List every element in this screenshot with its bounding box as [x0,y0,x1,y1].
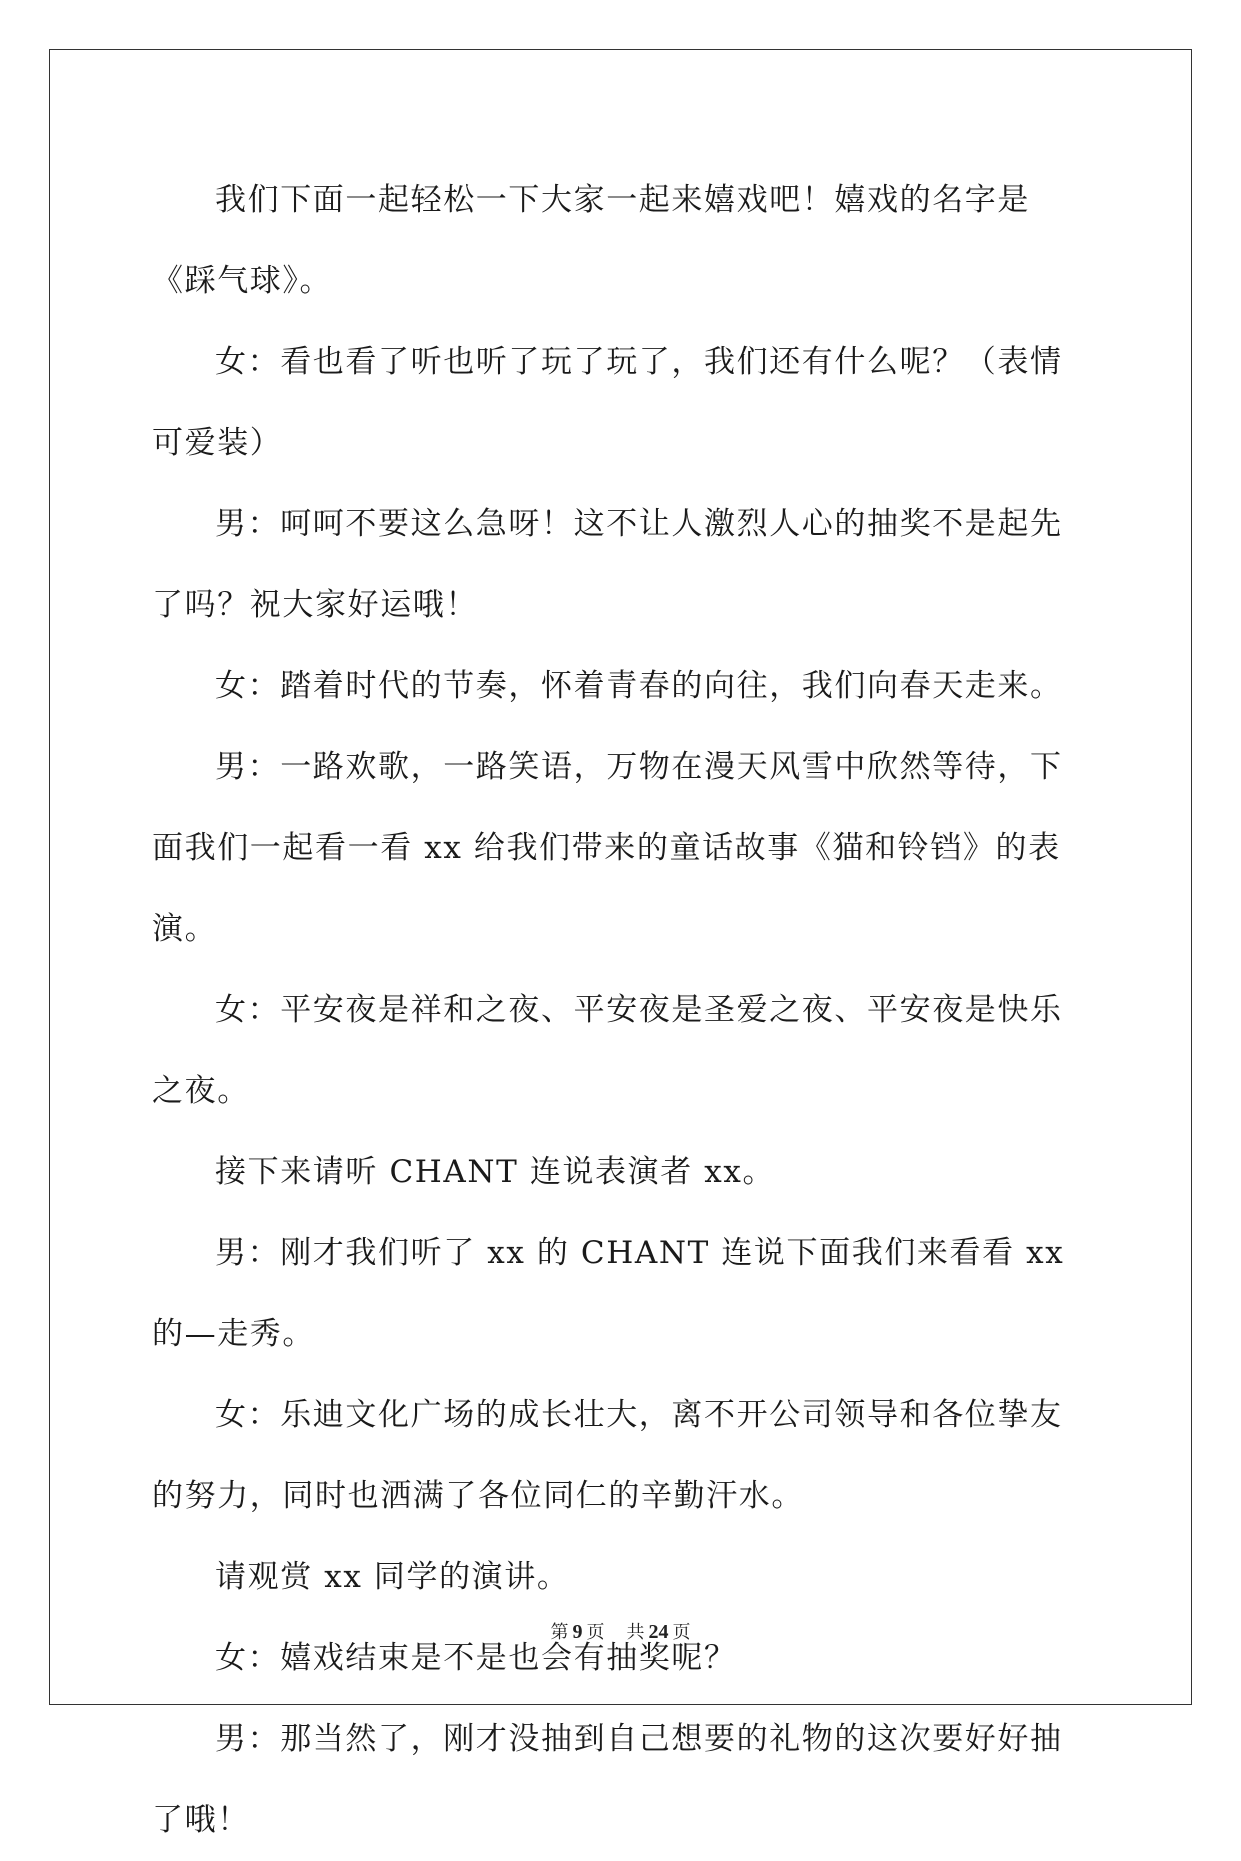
paragraph-12: 男：那当然了，刚才没抽到自己想要的礼物的这次要好好抽了哦！ [152,1721,1063,1838]
paragraph-7: 接下来请听 CHANT 连说表演者 xx。 [215,1154,776,1190]
total-suffix: 页 [672,1622,691,1643]
paragraph-3: 男：呵呵不要这么急呀！这不让人激烈人心的抽奖不是起先了吗？祝大家好运哦！ [152,506,1063,623]
page-footer [0,1618,1241,1644]
paragraph-10: 请观赏 xx 同学的演讲。 [215,1559,570,1595]
total-prefix: 共 [626,1622,645,1643]
document-body [152,160,1094,1861]
paragraph-5: 男：一路欢歌，一路笑语，万物在漫天风雪中欣然等待，下面我们一起看一看 xx 给我们带来的童话故事《猫和铃铛》的表演。 [152,749,1063,947]
page-number: 9 [572,1621,583,1643]
paragraph-6: 女：平安夜是祥和之夜、平安夜是圣爱之夜、平安夜是快乐之夜。 [152,992,1063,1109]
paragraph-2: 女：看也看了听也听了玩了玩了，我们还有什么呢？（表情可爱装） [152,344,1063,461]
paragraph-1: 我们下面一起轻松一下大家一起来嬉戏吧！嬉戏的名字是《踩气球》。 [152,182,1030,299]
paragraph-11: 女：嬉戏结束是不是也会有抽奖呢？ [215,1640,737,1676]
total-pages: 24 [648,1621,669,1643]
page-suffix: 页 [586,1622,605,1643]
paragraph-9: 女：乐迪文化广场的成长壮大，离不开公司领导和各位挚友的努力，同时也洒满了各位同仁的辛勤汗水。 [152,1397,1063,1514]
paragraph-4: 女：踏着时代的节奏，怀着青春的向往，我们向春天走来。 [215,668,1063,704]
paragraph-8: 男：刚才我们听了 xx 的 CHANT 连说下面我们来看看 xx 的—走秀。 [152,1235,1065,1352]
page-prefix: 第 [550,1622,569,1643]
